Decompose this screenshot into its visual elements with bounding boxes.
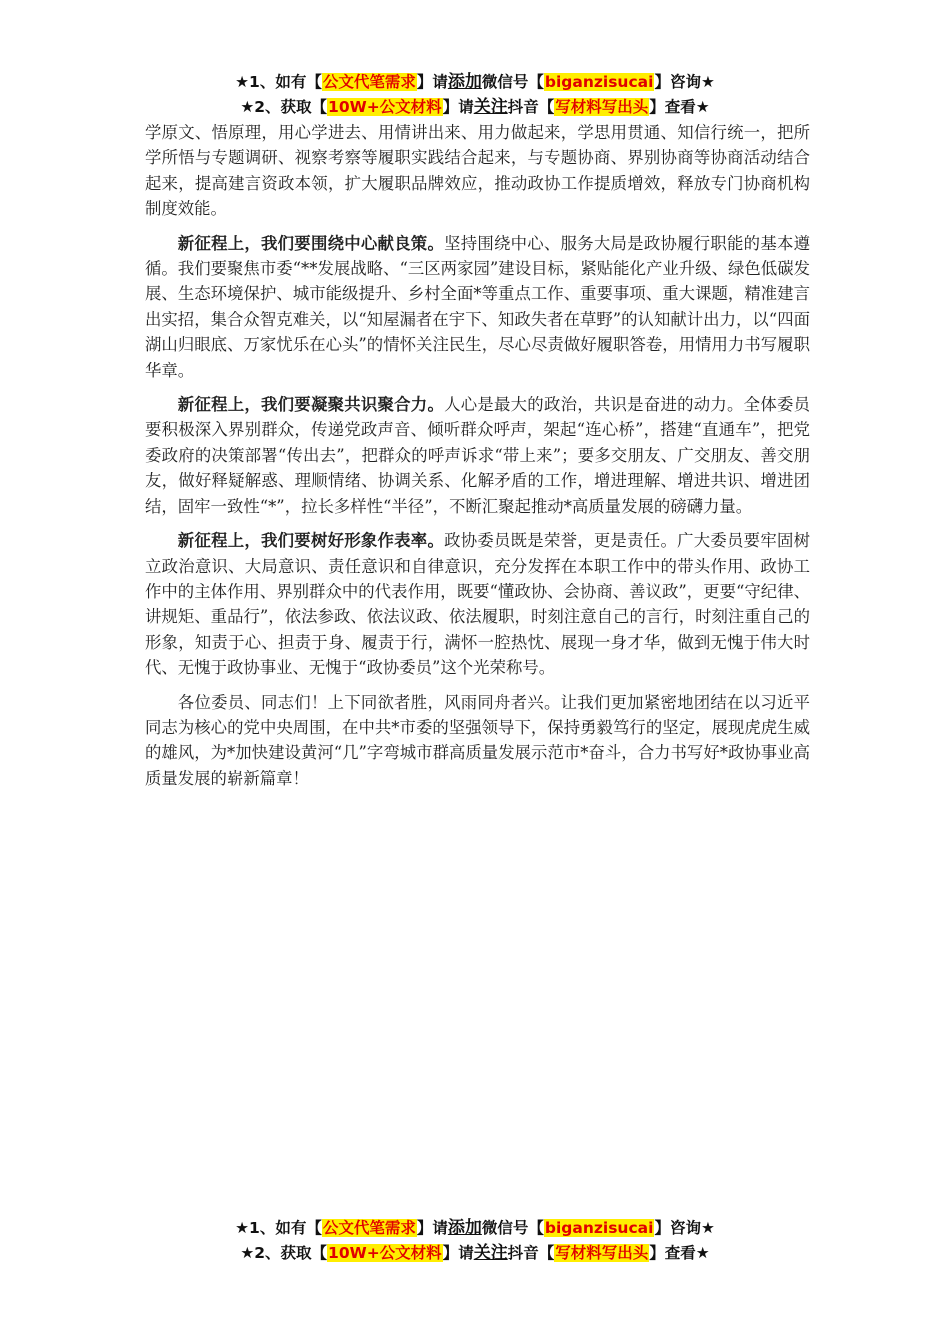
footer-banner <box>0 1216 950 1266</box>
underlined-text: 关注 <box>473 1243 508 1263</box>
paragraph-2 <box>145 231 810 383</box>
paragraph-3 <box>145 392 810 519</box>
banner-line-2 <box>0 95 950 120</box>
banner-text: 】查看★ <box>649 1244 710 1262</box>
paragraph-text: 政协委员既是荣誉，更是责任。广大委员要牢固树立政治意识、大局意识、责任意识和自律意识，充分发挥在本职工作中的带头作用、政协工作中的主体作用、界别群众中的代表作用，既要“懂政协、会协商、善议政”，更要“守纪律、讲规矩、重品行”，依法参政、依法议政、依法履职，时刻注意自己的言行，时刻注重自己的形象，知责于心、担责于身、履责于行，满怀一腔热忱、展现一身才华，做到无愧于伟大时代、无愧于政协事业、无愧于“政协委员”这个光荣称号。 <box>145 531 810 678</box>
banner-text: 】请 <box>442 98 474 116</box>
banner-text: 】查看★ <box>649 98 710 116</box>
paragraph-text: 人心是最大的政治，共识是奋进的动力。全体委员要积极深入界别群众，传递党政声音、倾听群众呼声，架起“连心桥”，搭建“直通车”，把党委政府的决策部署“传出去”，把群众的呼声诉求“带上来”；要多交朋友、广交朋友、善交朋友，做好释疑解惑、理顺情绪、协调关系、化解矛盾的工作，增进理解、增进共识、增进团结，固牢一致性“*”，拉长多样性“半径”，不断汇聚起推动*高质量发展的磅礴力量。 <box>145 395 810 516</box>
banner-text: 】咨询★ <box>654 1219 715 1237</box>
paragraph-1: 学原文、悟原理，用心学进去、用情讲出来、用力做起来，学思用贯通、知信行统一，把所学所悟与专题调研、视察考察等履职实践结合起来，与专题协商、界别协商等协商活动结合起来，提高建言资政本领，扩大履职品牌效应，推动政协工作提质增效，释放专门协商机构制度效能。 <box>145 123 810 219</box>
highlight-service: 公文代笔需求 <box>322 1219 416 1237</box>
banner-text: 】咨询★ <box>654 73 715 91</box>
paragraph-4 <box>145 528 810 680</box>
paragraph-lead: 新征程上，我们要凝聚共识聚合力。 <box>177 395 445 415</box>
banner-text: ★2、获取【 <box>240 1244 328 1262</box>
banner-text: 】请 <box>416 73 448 91</box>
paragraph-lead: 新征程上，我们要树好形象作表率。 <box>177 531 445 551</box>
highlight-materials: 10W+公文材料 <box>328 98 442 116</box>
banner-line-2 <box>0 1241 950 1266</box>
paragraph-lead: 新征程上，我们要围绕中心献良策。 <box>177 233 445 253</box>
banner-text: 】请 <box>416 1219 448 1237</box>
banner-text: 】请 <box>442 1244 474 1262</box>
underlined-text: 关注 <box>473 97 508 117</box>
document-body <box>145 120 810 800</box>
paragraph-text: 坚持围绕中心、服务大局是政协履行职能的基本遵循。我们要聚焦市委“**发展战略、“三区两家园”建设目标，紧贴能化产业升级、绿色低碳发展、生态环境保护、城市能级提升、乡村全面*等重点工作、重要事项、重大课题，精准建言出实招，集合众智克难关，以“知屋漏者在宇下、知政失者在草野”的认知献计出力，以“四面湖山归眼底、万家忧乐在心头”的情怀关注民生，尽心尽责做好履职答卷，用情用力书写履职华章。 <box>145 233 810 380</box>
highlight-service: 公文代笔需求 <box>322 73 416 91</box>
banner-text: 微信号【 <box>481 73 544 91</box>
banner-text: ★2、获取【 <box>240 98 328 116</box>
paragraph-5: 各位委员、同志们！上下同欲者胜，风雨同舟者兴。让我们更加紧密地团结在以习近平同志为核心的党中央周围，在中共*市委的坚强领导下，保持勇毅笃行的坚定，展现虎虎生威的雄风，为*加快建设黄河“几”字弯城市群高质量发展示范市*奋斗，合力书写好*政协事业高质量发展的崭新篇章！ <box>145 692 810 788</box>
banner-text: ★1、如有【 <box>235 73 322 91</box>
banner-text: 抖音【 <box>507 1244 555 1262</box>
highlight-wechat-id: biganzisucai <box>544 1219 654 1237</box>
banner-line-1 <box>0 1216 950 1241</box>
underlined-text: 添加 <box>447 1218 482 1238</box>
banner-text: ★1、如有【 <box>235 1219 322 1237</box>
highlight-materials: 10W+公文材料 <box>328 1244 442 1262</box>
highlight-douyin-account: 写材料写出头 <box>555 1244 649 1262</box>
highlight-wechat-id: biganzisucai <box>544 73 654 91</box>
banner-text: 抖音【 <box>507 98 555 116</box>
highlight-douyin-account: 写材料写出头 <box>555 98 649 116</box>
banner-line-1 <box>0 70 950 95</box>
banner-text: 微信号【 <box>481 1219 544 1237</box>
header-banner <box>0 70 950 120</box>
underlined-text: 添加 <box>447 72 482 92</box>
